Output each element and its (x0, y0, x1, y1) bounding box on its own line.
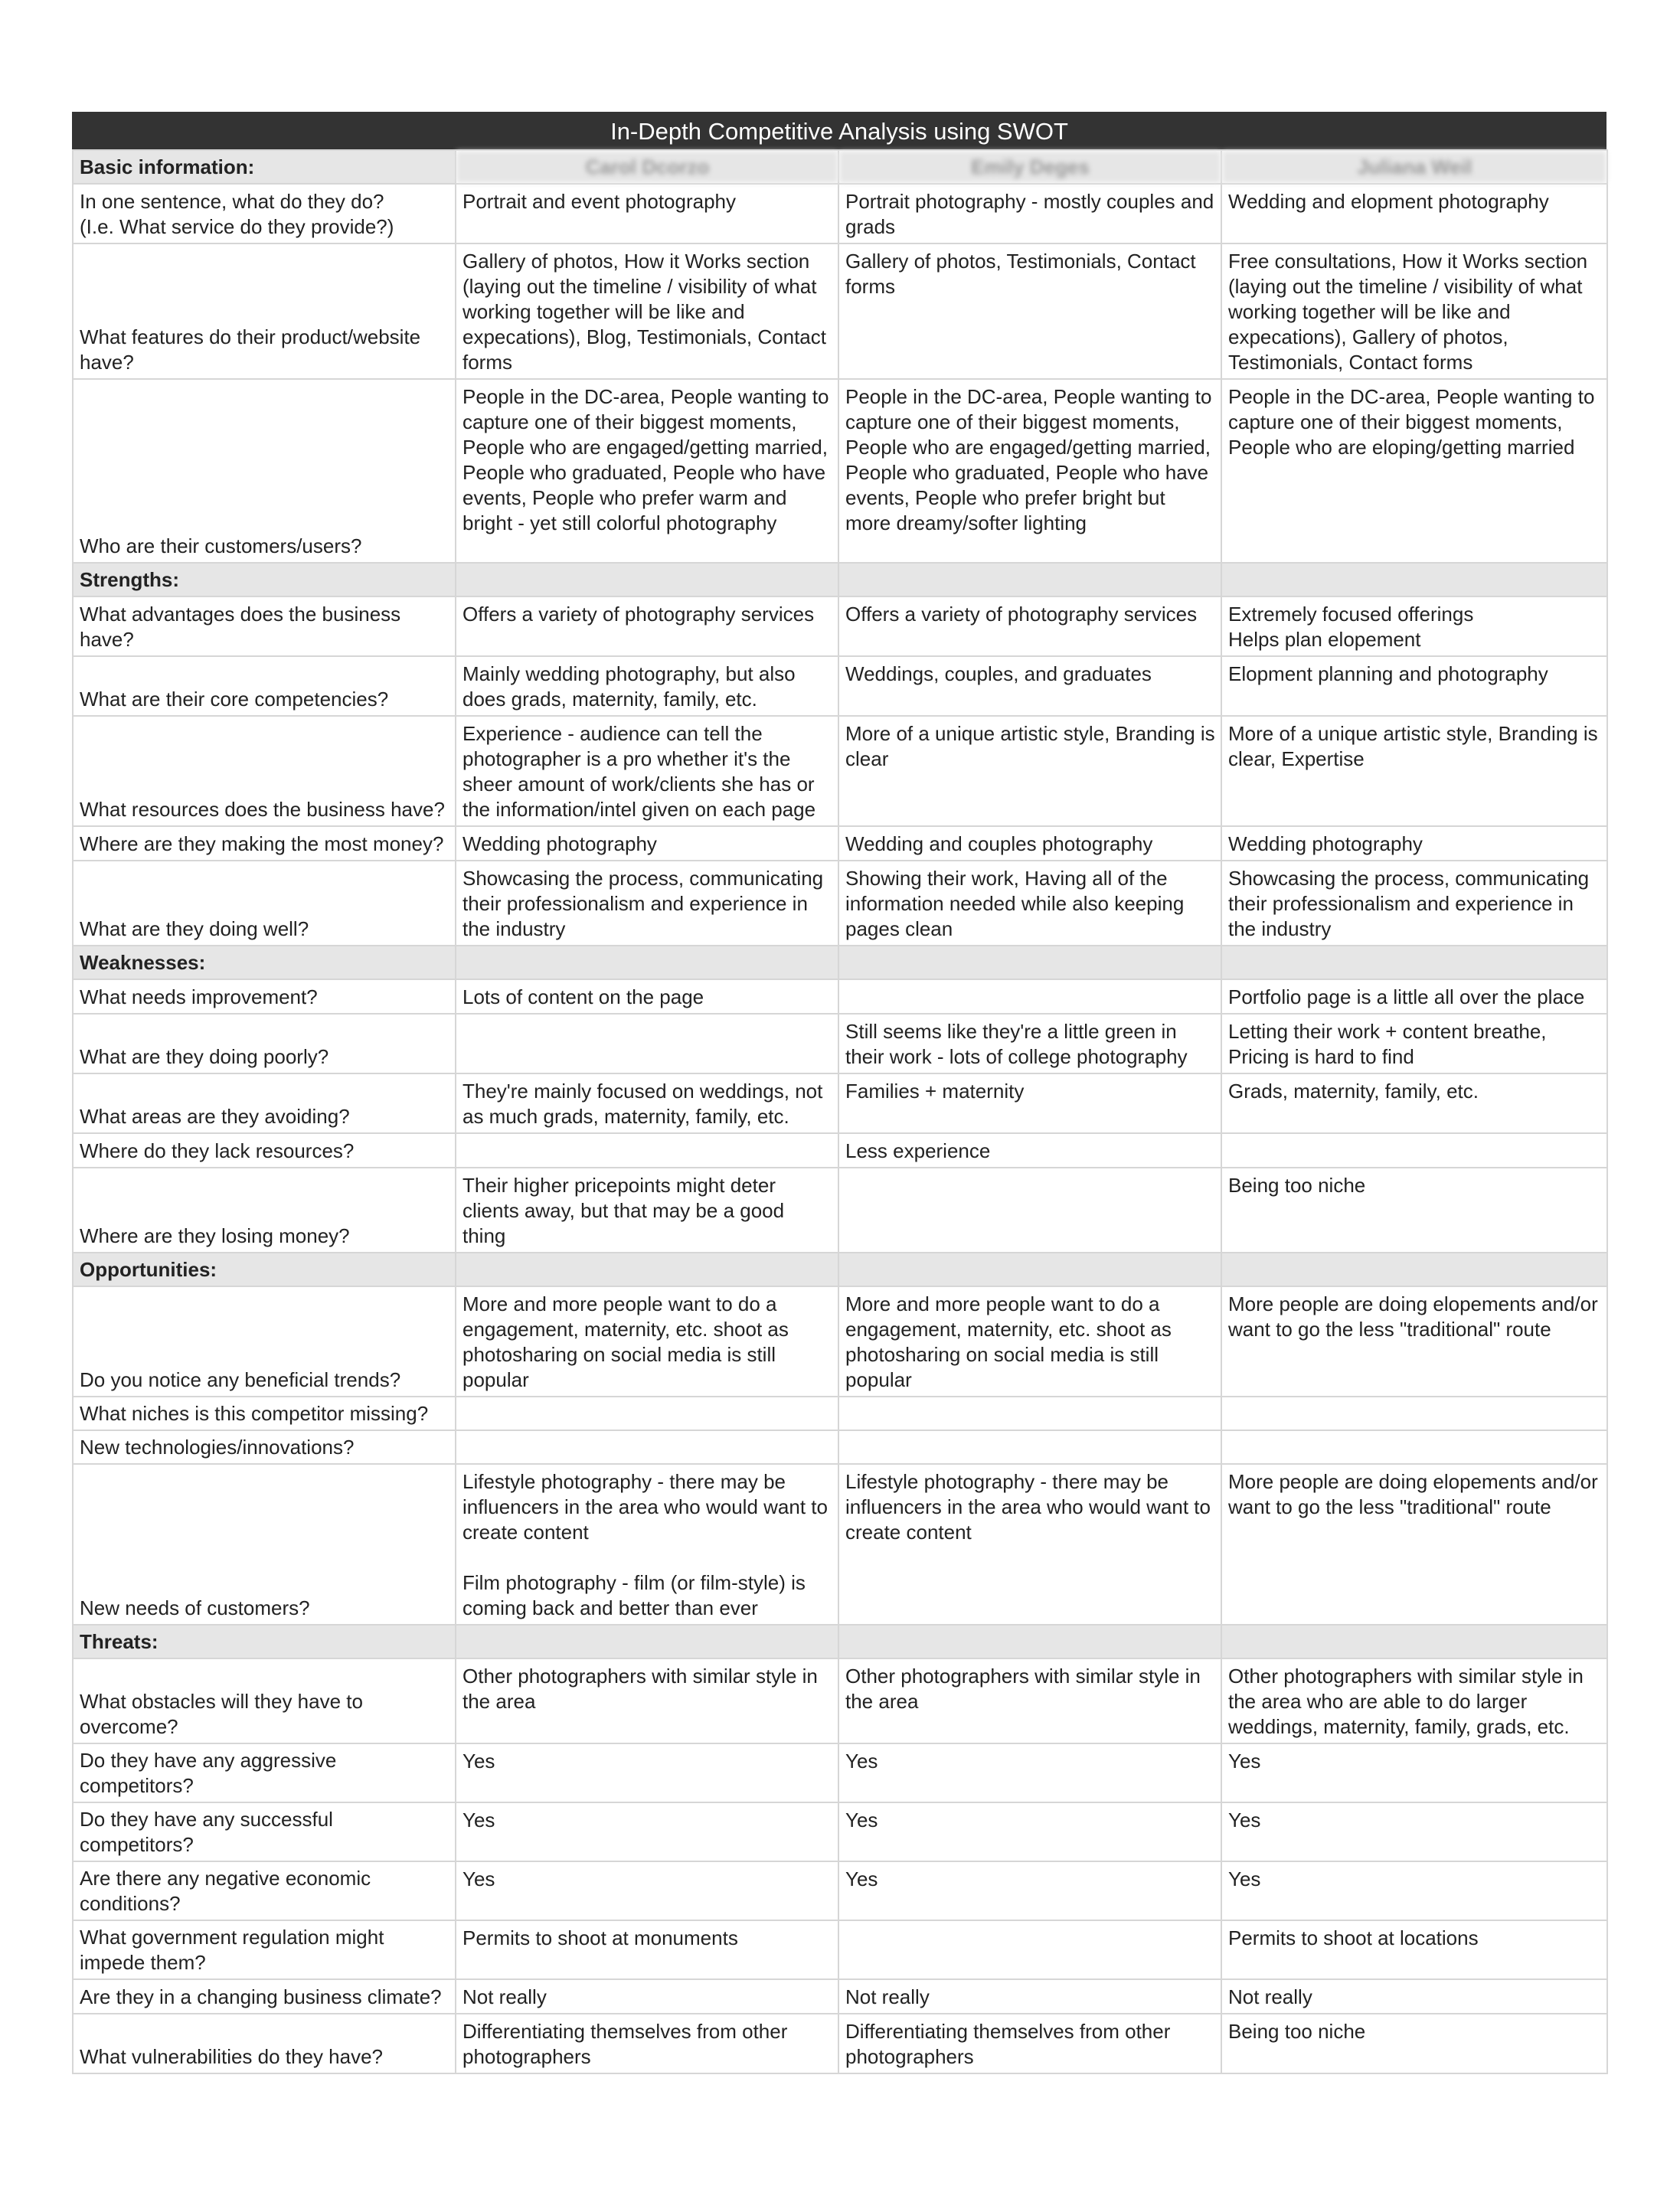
question-cell: What advantages does the business have? (73, 596, 456, 656)
question-cell: What resources does the business have? (73, 716, 456, 826)
sheet-title: In-Depth Competitive Analysis using SWOT (72, 112, 1606, 149)
table-row (73, 1861, 1607, 1920)
question-cell: What are their core competencies? (73, 656, 456, 716)
answer-cell: Lifestyle photography - there may be influencers in the area who would want to create content Film photography - film (or film-style) is coming back and better than ever (456, 1464, 838, 1625)
competitor-name: Carol Dcorzo (456, 150, 838, 184)
answer-cell (456, 1430, 838, 1464)
table-row (73, 716, 1607, 826)
answer-cell: Portrait photography - mostly couples and grads (838, 184, 1221, 243)
table-row (73, 596, 1607, 656)
answer-cell: Offers a variety of photography services (838, 596, 1221, 656)
table-row (73, 243, 1607, 379)
section-blank-cell (456, 563, 838, 596)
answer-cell: Experience - audience can tell the photographer is a pro whether it's the sheer amount of work/clients she has or the information/intel given on each page (456, 716, 838, 826)
table-row (73, 184, 1607, 243)
answer-cell: Wedding photography (1221, 826, 1607, 861)
answer-cell: Free consultations, How it Works section (laying out the timeline / visibility of what working together will be like and expecations), Gallery of photos, Testimonials, Contact forms (1221, 243, 1607, 379)
section-row (73, 1625, 1607, 1658)
table-row (73, 1397, 1607, 1430)
table-row (73, 1802, 1607, 1861)
answer-cell: Showcasing the process, communicating their professionalism and experience in the industry (456, 861, 838, 946)
question-cell: New needs of customers? (73, 1464, 456, 1625)
section-row (73, 946, 1607, 979)
answer-cell (456, 1133, 838, 1168)
answer-cell: People in the DC-area, People wanting to capture one of their biggest moments, People who are engaged/getting married, People who graduated, People who have events, People who prefer warm and bright - yet still colorful photography (456, 379, 838, 563)
table-row (73, 656, 1607, 716)
answer-cell: Yes (1221, 1861, 1607, 1920)
swot-sheet (72, 112, 1606, 2074)
swot-table (72, 149, 1608, 2074)
table-row (73, 1073, 1607, 1133)
table-row (73, 1979, 1607, 2014)
answer-cell: Wedding photography (456, 826, 838, 861)
section-blank-cell (838, 1625, 1221, 1658)
answer-cell: Other photographers with similar style in the area (838, 1658, 1221, 1743)
table-row (73, 861, 1607, 946)
section-blank-cell (838, 1253, 1221, 1286)
section-row (73, 563, 1607, 596)
section-blank-cell (456, 946, 838, 979)
answer-cell: Wedding and couples photography (838, 826, 1221, 861)
answer-cell: Yes (456, 1802, 838, 1861)
section-blank-cell (456, 1625, 838, 1658)
table-row (73, 1920, 1607, 1979)
question-cell: Do they have any aggressive competitors? (73, 1743, 456, 1802)
table-row (73, 1014, 1607, 1073)
question-cell: Do they have any successful competitors? (73, 1802, 456, 1861)
answer-cell: Differentiating themselves from other photographers (456, 2014, 838, 2073)
table-row (73, 1658, 1607, 1743)
section-label: Opportunities: (73, 1253, 456, 1286)
section-blank-cell (1221, 1625, 1607, 1658)
answer-cell: Less experience (838, 1133, 1221, 1168)
answer-cell: Still seems like they're a little green in their work - lots of college photography (838, 1014, 1221, 1073)
table-row (73, 979, 1607, 1014)
section-label: Basic information: (73, 150, 456, 184)
question-cell: What are they doing well? (73, 861, 456, 946)
question-cell: In one sentence, what do they do? (I.e. What service do they provide?) (73, 184, 456, 243)
answer-cell: Extremely focused offerings Helps plan elopement (1221, 596, 1607, 656)
answer-cell: Mainly wedding photography, but also does grads, maternity, family, etc. (456, 656, 838, 716)
answer-cell (838, 979, 1221, 1014)
question-cell: What government regulation might impede them? (73, 1920, 456, 1979)
question-cell: Where are they losing money? (73, 1168, 456, 1253)
answer-cell (1221, 1397, 1607, 1430)
answer-cell: Grads, maternity, family, etc. (1221, 1073, 1607, 1133)
question-cell: What areas are they avoiding? (73, 1073, 456, 1133)
answer-cell: Offers a variety of photography services (456, 596, 838, 656)
answer-cell: Lots of content on the page (456, 979, 838, 1014)
answer-cell: Yes (456, 1861, 838, 1920)
answer-cell: Portrait and event photography (456, 184, 838, 243)
answer-cell: Yes (1221, 1743, 1607, 1802)
answer-cell: Not really (838, 1979, 1221, 2014)
table-row (73, 1133, 1607, 1168)
answer-cell: Showcasing the process, communicating their professionalism and experience in the industry (1221, 861, 1607, 946)
answer-cell: Being too niche (1221, 2014, 1607, 2073)
answer-cell: Showing their work, Having all of the information needed while also keeping pages clean (838, 861, 1221, 946)
answer-cell: Other photographers with similar style in the area (456, 1658, 838, 1743)
answer-cell: Letting their work + content breathe, Pricing is hard to find (1221, 1014, 1607, 1073)
competitor-name: Juliana Weil (1221, 150, 1607, 184)
answer-cell: More and more people want to do a engagement, maternity, etc. shoot as photosharing on social media is still popular (838, 1286, 1221, 1397)
answer-cell: People in the DC-area, People wanting to capture one of their biggest moments, People who are engaged/getting married, People who graduated, People who have events, People who prefer bright but more dreamy/softer lighting (838, 379, 1221, 563)
answer-cell (1221, 1133, 1607, 1168)
answer-cell: More people are doing elopements and/or want to go the less "traditional" route (1221, 1286, 1607, 1397)
answer-cell: Elopment planning and photography (1221, 656, 1607, 716)
section-label: Weaknesses: (73, 946, 456, 979)
section-blank-cell (1221, 1253, 1607, 1286)
answer-cell: Not really (1221, 1979, 1607, 2014)
table-row (73, 1464, 1607, 1625)
answer-cell: Families + maternity (838, 1073, 1221, 1133)
answer-cell (838, 1920, 1221, 1979)
answer-cell: Yes (1221, 1802, 1607, 1861)
section-row (73, 1253, 1607, 1286)
answer-cell: Being too niche (1221, 1168, 1607, 1253)
question-cell: Who are their customers/users? (73, 379, 456, 563)
answer-cell: More people are doing elopements and/or want to go the less "traditional" route (1221, 1464, 1607, 1625)
table-row (73, 1286, 1607, 1397)
table-row (73, 1743, 1607, 1802)
table-row (73, 1168, 1607, 1253)
answer-cell (456, 1397, 838, 1430)
section-blank-cell (1221, 946, 1607, 979)
competitor-name: Emily Deges (838, 150, 1221, 184)
answer-cell: Wedding and elopment photography (1221, 184, 1607, 243)
question-cell: Where do they lack resources? (73, 1133, 456, 1168)
answer-cell: Yes (456, 1743, 838, 1802)
table-row (73, 826, 1607, 861)
answer-cell (1221, 1430, 1607, 1464)
section-blank-cell (1221, 563, 1607, 596)
answer-cell: Lifestyle photography - there may be influencers in the area who would want to create content (838, 1464, 1221, 1625)
answer-cell: People in the DC-area, People wanting to capture one of their biggest moments, People who are eloping/getting married (1221, 379, 1607, 563)
question-cell: New technologies/innovations? (73, 1430, 456, 1464)
answer-cell: Their higher pricepoints might deter clients away, but that may be a good thing (456, 1168, 838, 1253)
answer-cell: Yes (838, 1743, 1221, 1802)
section-blank-cell (838, 563, 1221, 596)
answer-cell: Gallery of photos, Testimonials, Contact forms (838, 243, 1221, 379)
answer-cell: Yes (838, 1861, 1221, 1920)
question-cell: Where are they making the most money? (73, 826, 456, 861)
answer-cell (456, 1014, 838, 1073)
answer-cell (838, 1168, 1221, 1253)
table-row (73, 1430, 1607, 1464)
section-blank-cell (456, 1253, 838, 1286)
answer-cell: They're mainly focused on weddings, not as much grads, maternity, family, etc. (456, 1073, 838, 1133)
section-label: Strengths: (73, 563, 456, 596)
question-cell: What niches is this competitor missing? (73, 1397, 456, 1430)
answer-cell: Permits to shoot at locations (1221, 1920, 1607, 1979)
question-cell: What features do their product/website have? (73, 243, 456, 379)
question-cell: What vulnerabilities do they have? (73, 2014, 456, 2073)
question-cell: Do you notice any beneficial trends? (73, 1286, 456, 1397)
answer-cell: More and more people want to do a engagement, maternity, etc. shoot as photosharing on social media is still popular (456, 1286, 838, 1397)
question-cell: What obstacles will they have to overcome? (73, 1658, 456, 1743)
answer-cell (838, 1397, 1221, 1430)
answer-cell: Weddings, couples, and graduates (838, 656, 1221, 716)
answer-cell: Gallery of photos, How it Works section (laying out the timeline / visibility of what working together will be like and expecations), Blog, Testimonials, Contact forms (456, 243, 838, 379)
section-blank-cell (838, 946, 1221, 979)
answer-cell: More of a unique artistic style, Branding is clear (838, 716, 1221, 826)
table-row (73, 379, 1607, 563)
table-row (73, 2014, 1607, 2073)
answer-cell (838, 1430, 1221, 1464)
answer-cell: Other photographers with similar style in the area who are able to do larger weddings, maternity, family, grads, etc. (1221, 1658, 1607, 1743)
question-cell: Are they in a changing business climate? (73, 1979, 456, 2014)
header-row (73, 150, 1607, 184)
question-cell: What are they doing poorly? (73, 1014, 456, 1073)
answer-cell: Not really (456, 1979, 838, 2014)
answer-cell: Yes (838, 1802, 1221, 1861)
answer-cell: Portfolio page is a little all over the place (1221, 979, 1607, 1014)
question-cell: Are there any negative economic conditions? (73, 1861, 456, 1920)
question-cell: What needs improvement? (73, 979, 456, 1014)
answer-cell: Differentiating themselves from other photographers (838, 2014, 1221, 2073)
answer-cell: Permits to shoot at monuments (456, 1920, 838, 1979)
section-label: Threats: (73, 1625, 456, 1658)
answer-cell: More of a unique artistic style, Branding is clear, Expertise (1221, 716, 1607, 826)
